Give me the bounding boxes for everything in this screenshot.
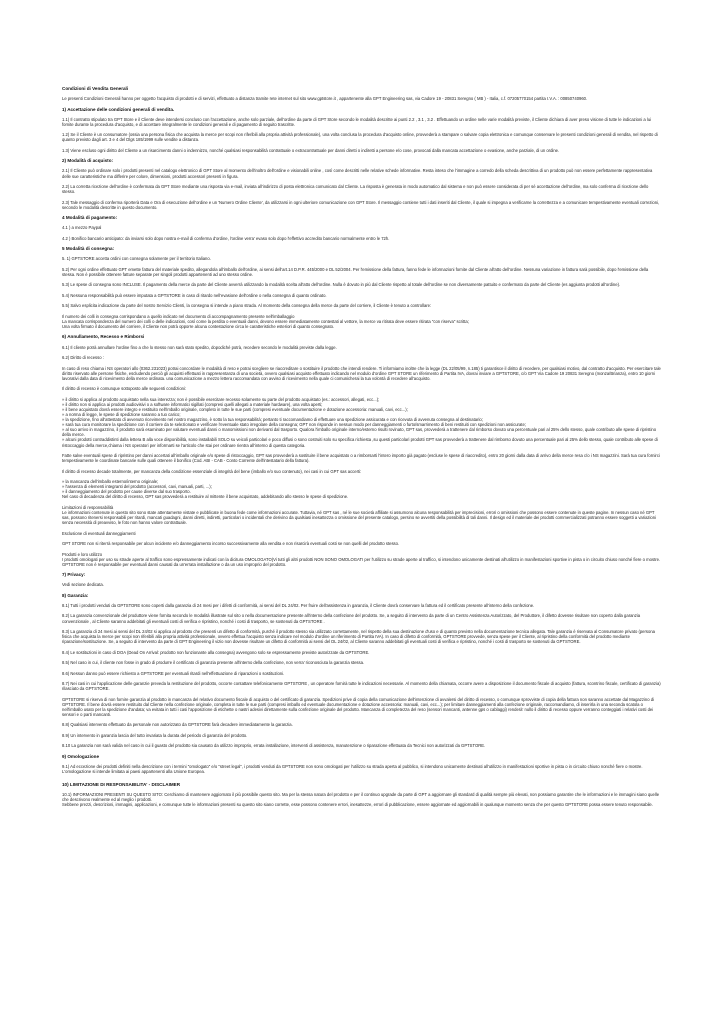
paragraph: 5.2) Per ogni ordine effettuato GPT emette fattura del materiale spedito, allegandola all'imballo dell'ordine, ai sensi dell'art.14 D.P.R. 445/2000 e DL 52/2004. Per l'emissione della fattura, fanno fede le informazioni fornite dal Cliente all'atto dell'ordine. Nessuna variazione in fattura sarà possibile, dopo l'emissione della stessa. Non è possibile ottenere fatture separate per singoli prodotti appartenenti ad uno stesso ordine. <box>62 266 649 277</box>
section-heading: 4 Modalità di pagamento: <box>62 215 118 221</box>
paragraph: 5. 1) GPTSTORE accetta ordini con consegna solamente per il territorio Italiano. <box>62 256 211 262</box>
section-heading: 7) Privacy: <box>62 572 86 578</box>
paragraph: 8.5) Nel caso in cui, il cliente non fosse in grado di produrre il certificato di garanzia presente all'interno della confezione, non verra' riconosciuta la garanzia stessa. <box>62 660 365 666</box>
paragraph: 8.3) La garanzia di 24 mesi ai sensi del DL 24/02 si applica al prodotto che presenti un difetto di conformità, purché il prodotto stesso sia utilizzato correttamente, nel rispetto della sua destinazione d'uso e di quanto previsto nella documentazione tecnica allegata. Tale garanzia è riservata al Consumatore privato (persona fisica che acquista la merce per scopi non riferibili alla propria attività professionale, ovvero effettua l'acquisto senza indicare nel modulo d'ordine un riferimento di Partita IVA). In caso di difetto di conformità, GPTSTORE provvede, senza spese per il Cliente, al ripristino della conformità del prodotto mediante riparazione/sostituzione. Se, a seguito di intervento da parte di GPT Engineering il vizio non dovesse risultare un difetto di conformità ai sensi del DL 24/02, al Cliente saranno addebitati gli eventuali costi di verifica e ripristino, nonché i costi di trasporto se sostenuti da GPTSTORE. <box>62 629 655 645</box>
section-heading: 1) Accettazione delle condizioni generali di vendita. <box>62 106 175 112</box>
paragraph: 5.5) Salvo esplicita indicazione da parte del nostro Servizio Clienti, la consegna si intende a piano strada. Al momento della consegna della merce da parte del corriere, il Cliente è tenuto a controllare: <box>62 303 432 309</box>
paragraph: 4.2 ) Bonifico bancario anticipato: da inviarsi solo dopo nostra e-mail di conferma d'ordine, l'ordine verra' evaso solo dopo l'effettivo accredito bancario normalmente entro le 72h. <box>62 235 390 241</box>
paragraph: Il diritto di recesso è comunque sottoposto alle seguenti condizioni: <box>62 386 187 392</box>
paragraph: 8.9) Un intervento in garanzia lascia del tutto invariata la durata del periodo di garanzia del prodotto. <box>62 732 248 738</box>
paragraph: 2.2) La corretta ricezione dell'ordine è confermata da GPT Store mediante una risposta via e-mail, inviata all'indirizzo di posta elettronica comunicato dal Cliente. La risposta è generata in modo automatico dal sistema e non può essere considerata di per sé accettazione dell'ordine, ma solo conferma di ricezione dello stesso. <box>62 183 649 195</box>
paragraph: Prodotti e loro utilizzo I prodotti omologati per uso su strade aperte al traffico sono espressamente indicati con la dicitura OMOLOGATO(Vi tutti gli altri prodotti NON SONO OMOLOGATI per l'utilizzo su strade aperte al traffico, si intendono unicamente destinati all'utilizzo in manifestazioni sportive in pista o in circuito chiuso nonché fiere o mostre. GPTSTORE non è responsabile per eventuali danni causati da un'errata installazione o da un uso improprio del prodotto. <box>62 551 661 567</box>
paragraph: 8.10 La garanzia non sarà valida nel caso in cui il guasto del prodotto sia causato da utilizzo improprio, errata installazione, interventi di assistenza, manutenzione o riparazione effettuata da Tecnici non autorizzati da GPTSTORE. <box>62 743 486 749</box>
paragraph: GPT STORE non si riterrà responsabile per alcun incidente e/o danneggiamento incorso successivamente alla vendita e non risarcirà eventuali costi se non quelli del prodotto stesso. <box>62 541 400 547</box>
paragraph: 2.1) Il Cliente può ordinare solo i prodotti presenti nel catalogo elettronico di GPT Store al momento dell'inoltro dell'ordine e visionabili online , così come descritti nelle relative schede informative. Resta inteso che l'immagine a corredo della scheda descrittiva di un prodotto può non essere perfettamente rappresentativa delle sue caratteristiche ma differire per colore, dimensioni, prodotti accessori presenti in figura. <box>62 168 653 179</box>
paragraph: 9.1) Ad eccezione dei prodotti definiti nella descrizione con i termini "omologato" e/o "street legal", i prodotti venduti da GPTSTORE non sono omologati per l'utilizzo su strada aperta al pubblico, si intendono unicamente destinati all'utilizzo in manifestazioni sportive in pista o in circuito chiuso nonché fiere o mostre. L'omologazione si intende limitata ai paesi appartenenti alla Unione Europea. <box>62 764 643 775</box>
paragraph: 8.7) Nei casi in cui l'applicazione delle garanzie preveda la restituzione del prodotto, occorre contattare telefonicamente GPTSTORE , un operatore fornirà tutte le indicazioni necessarie. Al momento della chiamata, occorre avere a disposizione il documento fiscale di acquisto (fattura, scontrino fiscale, certificato di garanzia) rilasciato da GPTSTORE. <box>62 681 661 692</box>
terms-document <box>62 86 662 812</box>
intro-paragraph: Le presenti Condizioni Generali hanno per oggetto l'acquisto di prodotti e di servizi, effettuato a distanza tramite rete internet sul sito www.gptstore.it , appartenente alla GPT Engineering sas, via Cadore 19 - 20831 Seregno ( MB ) - Italia, c.f. 07205770154 partita I.V.A. : 00850740960. <box>62 96 588 102</box>
paragraph: 1.2) Se il Cliente è un consumatore (ossia una persona fisica che acquista la merce per scopi non riferibili alla propria attività professionale), una volta conclusa la procedura d'acquisto online, provvederà a stampare o salvare copia elettronica e comunque conservare le presenti condizioni generali di vendita, nel rispetto di quanto previsto dagli art. 3 e 4 del Dlgs 185/1999 sulle vendite a distanza. <box>62 132 658 143</box>
paragraph: Il diritto di recesso decade totalmente, per mancanza della condizione essenziale di integrità del bene (imballo e/o suo contenuto), nei casi in cui GPT sas accerti: <box>62 468 362 474</box>
bullet-list: » la mancanza dell'imballo esterno/interno originale; » l'assenza di elementi integranti del prodotto (accessori, cavi, manuali, parti, ...); » il danneggiamento del prodotto per cause diverse dal suo trasporto. Nel caso di decadenza del diritto di recesso, GPT sas provvederà a restituire al mittente il bene acquistato, addebitando allo stesso le spese di spedizione. <box>62 479 349 500</box>
paragraph: Il numero dei colli in consegna corrispondano a quello indicato nel documento di accompagnamento presente nell'imballaggio La mancata corrispondenza del numero dei colli o delle indicazioni, così come la perdita o eventuali danni, devono essere immediatamente contestati al vettore, la merce va ritirata deve essere ritirata "con riserva" scritta; Una volta firmato il documento del corriere, il Cliente non potrà opporre alcuna contestazione circa le caratteristiche esteriori di quanto consegnato. <box>62 313 469 329</box>
paragraph: 5.4) Nessuna responsabilità può essere imputata a GPTSTORE in caso di ritardo nell'evasione dell'ordine o nella consegna di quanto ordinato. <box>62 292 327 298</box>
paragraph: 4.1 ) a mezzo Paypal <box>62 225 102 231</box>
paragraph: Fatte salve eventuali spese di ripristino per danni accertati all'imballo originale e/o spese di ristoccaggio, GPT sas provvederà a sostituire il bene acquistato o a rimborsarti l'intero importo già pagato (escluse le spese di riaccredito), entro 20 giorni dalla data di arrivo della merce resa c/o i NS magazzini. Sarà tua cura fornirci tempestivamente le coordinate bancarie sulle quali ottenere il bonifico (Cod. ABI - CAB - Conto Corrente dell'intestatario della fattura). <box>62 453 660 464</box>
paragraph: 10.1) INFORMAZIONI PRESENTI SU QUESTO SITO: Cerchiamo di mantenere aggiornato il più possibile questo sito. Ma per la stessa natura del prodotto e per il continuo upgrade da parte di GPT a aggiornare gli standard di qualità sempre più elevati, non possiamo garantire che le informazioni e le immagini siano quelle che descrivono realmente ed al meglio i prodotti. Sebbene prezzi, descrizioni, immagini, applicazioni, e comunque tutte le informazioni presenti su questo sito siano corrette, esse possono contenere errori, inesattezze, errori di pubblicazione, essere aggiornate ed aggiornabili in qualunque momento senza che per questo GPTSTORE possa essere tenuto responsabile. <box>62 791 660 807</box>
paragraph: 8.6) Nessun danno può essere richiesto a GPTSTORE per eventuali ritardi nell'effettuazione di riparazioni o sostituzioni. <box>62 670 285 676</box>
paragraph: 1.1) Il contratto stipulato tra GPT Store e il Cliente deve intendersi concluso con l'accettazione, anche solo parziale, dell'ordine da parte di GPT Store secondo le modalità descritte ai punti 2.2 , 3.1 , 3.2 . Effettuando un ordine nelle varie modalità previste, il Cliente dichiara di aver preso visione di tutte le indicazioni a lui fornite durante la procedura d'acquisto, e di accettare integralmente le condizioni generali e di pagamento di seguito trascritte. <box>62 116 652 127</box>
bullet-list: » il diritto si applica al prodotto acquistato nella sua interezza; non è possibile esercitare recesso solamente su parte del prodotto acquistato (es.: accessori, allegati, ecc...); » il diritto non si applica ai prodotti audiovisivi o a software informatici sigillati (compresi quelli allegati a materiale hardware), una volta aperti; » il bene acquistato dovrà essere integro e restituito nell'imballo originale, completo in tutte le sue parti (compresi eventuale documentazione e dotazione accessoria: manuali, cavi, ecc...); » a norma di legge, le spese di spedizione saranno a tuo carico; » la spedizione, fino all'attestato di avvenuto ricevimento nel nostro magazzino, è sotto la tua responsabilità; pertanto ti raccomandiamo di effettuare una spedizione assicurata e con ricevuta di avvenuta consegna al destinatario; » sarà tua cura monitorare la spedizione con il corriere da te selezionato e verificare l'eventuale stato irregolare della consegna; GPT non risponde in nessun modo per danneggiamenti o furto/smarrimento di beni restituiti con spedizioni non assicurate; » al suo arrivo in magazzino, il prodotto sarà esaminato per valutare eventuali danni o manomissioni non derivanti dal trasporto. Qualora l'imballo originale interno/esterno risulti rovinato, GPT sas, provvederà a trattenere dal rimborso dovuto una percentuale pari al 25% dello stesso, quale contributo alle spese di ripristino della merce. » alcuni prodotti contraddistinti dalla lettera B alla voce disponibilità, sono installabili SOLO su veicoli particolari e poco diffusi o sono costruiti solo su specifica richiesta ,su questi particolari prodotti GPT sas provvederà a trattenere dal rimborso dovuto una percentuale pari al 25% dello stesso, quale contributo alle spese di ristoccaggio della merce,chiama i NS operatori per informarti se l'articolo che stai per ordinare rientra all'interno di questa categoria. <box>62 396 658 448</box>
paragraph: Vedi sezione dedicata. <box>62 582 104 588</box>
paragraph: Limitazioni di responsabilità Le informazioni contenute in questo sito sono state attentamente vistate e pubblicate in buona fede come informazioni accurate. Tuttavia, né GPT sas , né le sue società affiliate si assumono alcuna responsabilità per imprecisioni, errori o omissioni che possono essere contenute in queste pagine. In nessun caso né GPT sas, possono ritenersi responsabili per ritardi, mancati guadagni, danni diretti, indiretti, particolari o incidentali che derivino da qualsiasi inesattezza o omissione del presente catalogo, persino se avvertiti della possibilità di tali danni. Il design ed il materiale dei prodotti commercializzati potranno essere soggetti a variazioni senza necessità di preavviso, le foto non hanno valore contrattuale. <box>62 504 657 526</box>
section-heading: 8) Garanzia: <box>62 592 89 598</box>
paragraph: 8.8) Qualsiasi intervento effettuato da personale non autorizzato da GPTSTORE farà decadere immediatamente la garanzia. <box>62 722 293 728</box>
document-title: Condizioni di Vendita Generali <box>62 86 129 91</box>
paragraph: 8.1) Tutti i prodotti venduti da GPTSTORE sono coperti dalla garanzia di 24 mesi per i difetti di conformità, ai sensi del DL 24/02. Per fruire dell'assistenza in garanzia, il Cliente dovrà conservare la fattura ed il certificato presente all'interno della confezione. <box>62 602 535 608</box>
paragraph: 8.2) La garanzia convenzionale del produttore viene fornita secondo le modalità illustrate sul sito o nella documentazione presente all'interno della confezione del prodotto. Se, a seguito di intervento da parte di un Centro Assistenza Autorizzato, del Produttore, il difetto dovesse risultare non coperto dalla garanzia convenzionale , al Cliente saranno addebitati gli eventuali costi di verifica e ripristino, nonché i costi di trasporto, se sostenuti da GPTSTORE . <box>62 613 641 624</box>
paragraph: 2.3) Tale messaggio di conferma riporterà Data e Ora di esecuzione dell'ordine e un 'Numero Ordine Cliente', da utilizzarsi in ogni ulteriore comunicazione con GPT Store. Il messaggio contiene tutti i dati inseriti dal Cliente, il quale si impegna a verificarne la correttezza e a comunicare tempestivamente eventuali correzioni, secondo le modalità descritte in questo documento. <box>62 199 660 210</box>
section-heading: 9) Omologazione <box>62 753 100 759</box>
paragraph: Esclusione di eventuali danneggiamenti <box>62 530 136 536</box>
section-heading: 6) Annullamento, Recesso e Rimborsi <box>62 334 145 340</box>
paragraph: 5.3) Le spese di consegna sono INCLUSE. Il pagamento della merce da parte del Cliente avverrà utilizzando la modalità scelta all'atto dell'ordine. Nulla è dovuto in più dal Cliente rispetto al totale dell'ordine se non diversamente pattuito e confermato da parte del Cliente (es aggiunta prodotti all'ordine). <box>62 282 621 288</box>
section-heading: 10) LIMITAZIONE DI RESPONSABILITA' - DISCLAIMER <box>62 781 181 787</box>
paragraph: 1.3) Viene escluso ogni diritto del Cliente a un risarcimento danni o indennizzo, nonché qualsiasi responsabilità contrattuale o extracontrattuale per danni diretti o indiretti a persone e/o cose, provocati dalla mancata accettazione o evasione, anche parziale, di un ordine. <box>62 147 560 153</box>
paragraph: In caso di reso chiama i NS operatori allo (0362.231023) potrai concordare le modalità di reso e potrai scegliere se riaccreditare o sostituire il prodotto che intendi rendere. Ti informiamo inoltre che la legge (DL 22/05/99, n.185) ti garantisce il diritto di recedere, per qualsiasi motivo, dal contratto d'acquisto. Per esercitare tale diritto riservato alle persone fisiche, escludendo perciò gli acquisti effettuati in rappresentanza di una società, ovvero qualsiasi acquisto effettuato indicando nel modulo d'ordine GPT STORE un riferimento di Partita IVA, dovrai inviare a GPTSTORE, c/o GPT Via Cadore 19 20831 Seregno (monza/Brianza), entro 10 giorni lavorativi dalla data di ricevimento della merce ordinata. una comunicazione a mezzo lettera raccomandata con avviso di ricevimento nella quale ci comunicherai la tua volontà di recedere all'acquisto. <box>62 365 661 381</box>
section-heading: 5 Modalità di consegna: <box>62 246 115 252</box>
paragraph: 6.2) Diritto di recesso : <box>62 355 104 361</box>
paragraph: 8.4) Le sostituzioni in caso di DOA (Dead On Arrival: prodotto non funzionante alla consegna) avvengono solo se espressamente previste autorizzate da GPTSTORE. <box>62 649 370 655</box>
paragraph: 6.1) Il cliente potrà annullare l'ordine fino a che lo stesso non sarà stato spedito, dopodiché potrà, recedere secondo le modalità previste dalla legge. <box>62 344 337 350</box>
paragraph: GPTSTORE si riserva di non fornire garanzia al prodotto in mancanza del relativo documento fiscale di acquisto o del certificato di garanzia. Spedizioni prive di copia della comunicazione dell'intenzione di avvalersi del diritto di recesso, o comunque sprovviste di copia della fattura non saranno accettate dal Magazzino di GPTSTORE. Il bene dovrà essere restituito dal Cliente nella confezione originale, completa in tutte le sue parti (compresi imballo ed eventuale documentazione e dotazione accessoria: manuali, cavi, ecc...); per limitare danneggiamenti alla confezione originale, raccomandiamo, di inserirla in una seconda scatola o nell'imballo usato per la spedizione d'andata; va evitata in tutti i casi l'apposizione di etichette o nastri adesivi direttamente sulla confezione originale del prodotto. Mancanza di completezza del reso (sensori mancanti, antenne gps o cablaggi) renderà' nullo il diritto di recesso oppure verranno conteggiati i relativi costi dei sensori e o parti mancanti. <box>62 696 654 717</box>
section-heading: 2) Modalità di acquisto: <box>62 158 114 164</box>
